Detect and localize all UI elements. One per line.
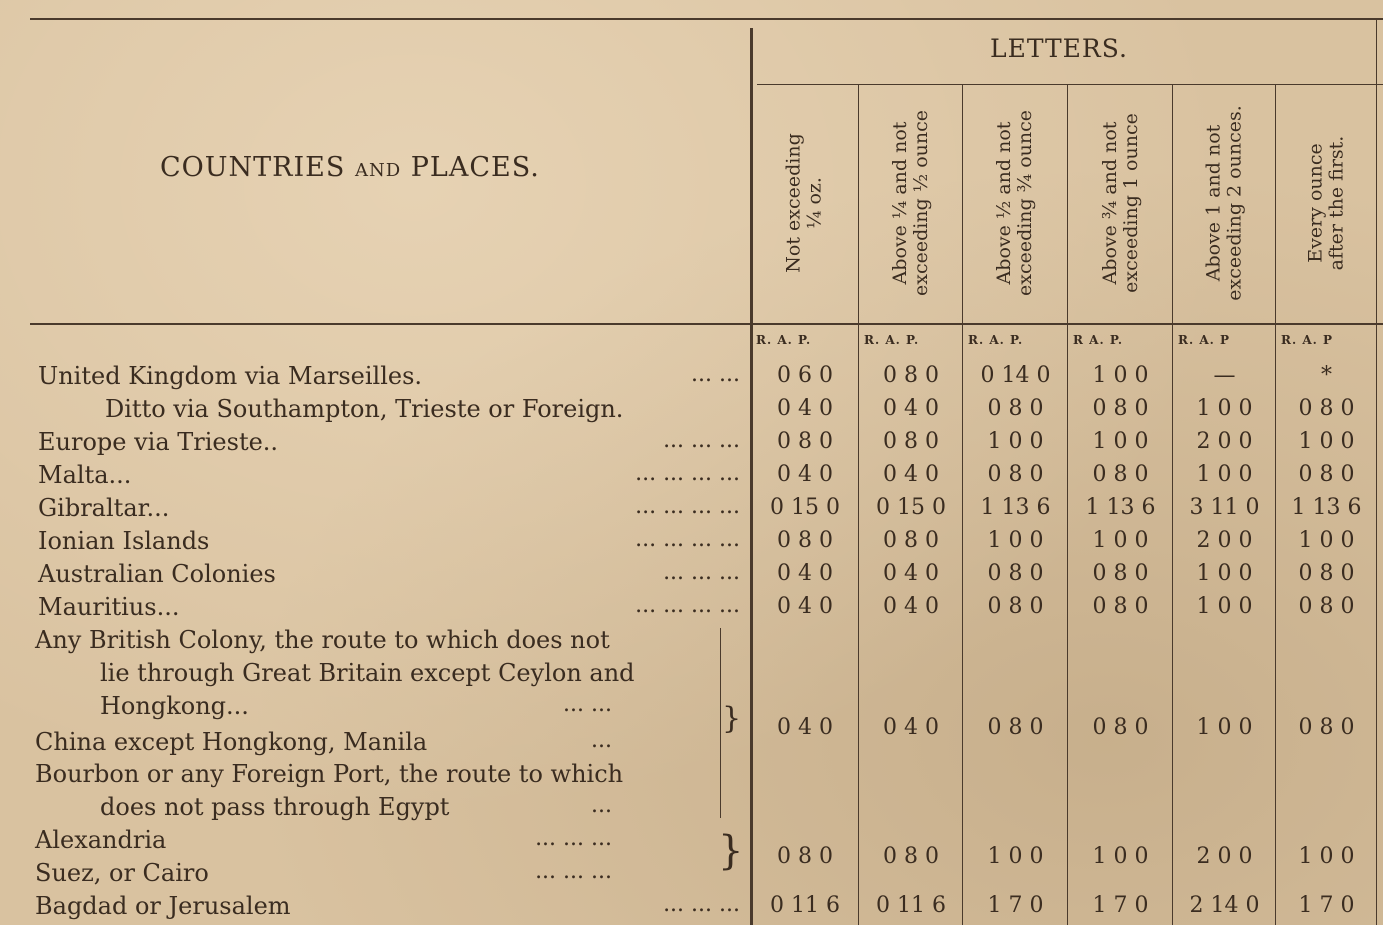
rate-value: 2 0 0 xyxy=(1196,844,1253,869)
rate-value: 1 0 0 xyxy=(987,528,1044,553)
rate-value: 0 8 0 xyxy=(1298,715,1355,740)
country-name: Bagdad or Jerusalem xyxy=(35,892,291,920)
leader-dots: ... ... ... ... xyxy=(635,527,740,552)
leader-dots: ... ... ... ... xyxy=(635,494,740,519)
rate-value: 1 0 0 xyxy=(1196,462,1253,487)
rate-value: 1 7 0 xyxy=(987,893,1044,918)
leader-dots: ... ... ... xyxy=(663,560,740,585)
country-name: Hongkong... xyxy=(100,692,249,720)
rate-value: 0 8 0 xyxy=(883,528,939,553)
country-name: Suez, or Cairo xyxy=(35,859,209,887)
column-header-line: Not exceeding xyxy=(783,132,805,273)
rate-value: 0 8 0 xyxy=(1092,715,1149,740)
rate-value: 0 15 0 xyxy=(876,495,946,520)
countries-heading xyxy=(160,152,540,183)
rate-value: 1 0 0 xyxy=(1092,429,1149,454)
leader-dots: ... xyxy=(591,793,612,818)
rate-value: 0 8 0 xyxy=(1092,462,1149,487)
rate-value: 0 4 0 xyxy=(777,462,833,487)
header-bottom-rule xyxy=(30,323,1383,325)
column-header-line: exceeding 2 ounces. xyxy=(1223,104,1246,301)
column-header-line: Above 1 and not xyxy=(1202,124,1225,281)
column-header xyxy=(964,85,1067,320)
leader-dots: ... ... ... ... xyxy=(635,593,740,618)
rate-value: 1 0 0 xyxy=(1298,528,1355,553)
rate-value: 0 8 0 xyxy=(987,715,1044,740)
col-divider-2 xyxy=(962,84,963,925)
col-divider-1 xyxy=(858,84,859,925)
leader-dots: ... ... ... xyxy=(535,859,612,884)
country-name: Alexandria xyxy=(35,826,167,854)
column-header-line: Above ½ and not xyxy=(993,121,1016,284)
rate-value: 0 8 0 xyxy=(1092,561,1149,586)
rate-value: 0 8 0 xyxy=(1298,462,1355,487)
rate-value: 1 0 0 xyxy=(1092,844,1149,869)
column-header-line: ¼ oz. xyxy=(804,176,826,229)
rate-value: 1 0 0 xyxy=(1092,363,1149,388)
rate-value: 1 0 0 xyxy=(1196,396,1253,421)
leader-dots: ... ... xyxy=(563,692,612,717)
rate-value: 1 13 6 xyxy=(1291,495,1362,520)
country-name: Ditto via Southampton, Trieste or Foreign. xyxy=(105,395,624,423)
column-header xyxy=(1069,85,1172,320)
places-word: PLACES. xyxy=(410,152,540,183)
column-header-line: exceeding 1 ounce xyxy=(1119,112,1142,293)
col-divider-5 xyxy=(1275,84,1276,925)
rate-value: 0 4 0 xyxy=(883,561,939,586)
country-name: Gibraltar... xyxy=(38,494,170,522)
leader-dots: ... ... xyxy=(691,362,740,387)
column-header xyxy=(1277,85,1376,320)
letters-heading: LETTERS. xyxy=(990,34,1128,63)
rate-value: 0 6 0 xyxy=(777,363,833,388)
col-divider-4 xyxy=(1172,84,1173,925)
rate-value: 0 8 0 xyxy=(987,594,1044,619)
rate-value: 0 4 0 xyxy=(883,396,939,421)
rate-value: 0 4 0 xyxy=(883,462,939,487)
col-divider-6 xyxy=(1376,18,1377,925)
column-header-line: Every ounce xyxy=(1304,142,1327,263)
rate-value: 1 0 0 xyxy=(1298,844,1355,869)
rate-value: 0 8 0 xyxy=(883,844,939,869)
rap-label: R. A. P xyxy=(1281,333,1334,347)
column-header-line: exceeding ½ ounce xyxy=(910,109,932,296)
rap-label: R. A. P. xyxy=(864,333,920,347)
rate-value: 2 14 0 xyxy=(1189,893,1260,918)
rate-value: 1 7 0 xyxy=(1092,893,1149,918)
country-name: Any British Colony, the route to which does not xyxy=(35,626,610,654)
column-header-line: Above ¾ and not xyxy=(1098,121,1121,284)
rate-value: 0 8 0 xyxy=(987,462,1044,487)
column-header-text xyxy=(995,109,1037,295)
country-name: Ionian Islands xyxy=(38,527,210,555)
countries-word: COUNTRIES xyxy=(160,152,346,183)
rate-value: 1 0 0 xyxy=(1092,528,1149,553)
rap-label: R. A. P xyxy=(1178,333,1231,347)
rate-value: 0 4 0 xyxy=(883,715,939,740)
rate-value: 1 0 0 xyxy=(1196,561,1253,586)
rate-value: 0 8 0 xyxy=(777,844,833,869)
rate-value: 0 14 0 xyxy=(980,363,1051,388)
col-divider-3 xyxy=(1067,84,1068,925)
rate-value: 1 13 6 xyxy=(1085,495,1156,520)
column-header-text xyxy=(1204,105,1246,300)
rate-value: 1 0 0 xyxy=(987,844,1044,869)
rate-value: 2 0 0 xyxy=(1196,528,1253,553)
rate-value: 0 11 6 xyxy=(876,893,946,918)
rate-value: 0 8 0 xyxy=(1092,396,1149,421)
rate-value: 0 8 0 xyxy=(1092,594,1149,619)
column-header xyxy=(1174,85,1275,320)
leader-dots: ... ... ... xyxy=(663,428,740,453)
column-header-line: Above ¼ and not xyxy=(889,121,911,284)
rate-value: 0 15 0 xyxy=(770,495,840,520)
rate-value: 0 4 0 xyxy=(777,715,833,740)
rate-value: 0 8 0 xyxy=(987,396,1044,421)
country-name: China except Hongkong, Manila xyxy=(35,728,428,756)
leader-dots: ... ... ... ... xyxy=(635,461,740,486)
rap-label: R. A. P. xyxy=(756,333,812,347)
rate-value: 1 0 0 xyxy=(1196,715,1253,740)
country-name: Australian Colonies xyxy=(38,560,276,588)
rate-value: 1 0 0 xyxy=(1196,594,1253,619)
country-name: lie through Great Britain except Ceylon and xyxy=(100,659,635,687)
column-header-text xyxy=(890,109,932,295)
group-brace: } xyxy=(718,828,744,874)
country-name: Mauritius... xyxy=(38,593,180,621)
rate-value: 1 0 0 xyxy=(1298,429,1355,454)
rate-value: 0 8 0 xyxy=(987,561,1044,586)
country-name: does not pass through Egypt xyxy=(100,793,450,821)
rate-value: 0 8 0 xyxy=(1298,594,1355,619)
top-rule xyxy=(30,18,1383,20)
rate-value: 0 8 0 xyxy=(1298,396,1355,421)
rate-value: 0 8 0 xyxy=(1298,561,1355,586)
rate-value: 0 11 6 xyxy=(770,893,840,918)
column-header-line: exceeding ¾ ounce xyxy=(1014,109,1037,296)
rate-value: 0 4 0 xyxy=(883,594,939,619)
group-brace xyxy=(720,628,721,818)
column-header-text xyxy=(1306,135,1348,270)
column-header-text xyxy=(784,133,826,272)
country-name: Europe via Trieste.. xyxy=(38,428,279,456)
country-name: United Kingdom via Marseilles. xyxy=(38,362,423,390)
column-header-line: after the first. xyxy=(1325,135,1348,270)
leader-dots: ... xyxy=(591,728,612,753)
rap-label: R. A. P. xyxy=(968,333,1024,347)
rate-value: 2 0 0 xyxy=(1196,429,1253,454)
rate-value: 0 8 0 xyxy=(777,528,833,553)
rate-value: 0 4 0 xyxy=(777,594,833,619)
rate-value: 1 13 6 xyxy=(980,495,1051,520)
rate-value: 1 7 0 xyxy=(1298,893,1355,918)
leader-dots: ... ... ... xyxy=(535,826,612,851)
column-header xyxy=(752,85,858,320)
and-word: AND xyxy=(354,160,402,181)
rate-value: 0 4 0 xyxy=(777,396,833,421)
rate-value: 3 11 0 xyxy=(1189,495,1260,520)
rate-value: 0 4 0 xyxy=(777,561,833,586)
rate-value: 1 0 0 xyxy=(987,429,1044,454)
rap-label: R A. P. xyxy=(1073,333,1124,347)
column-header-text xyxy=(1100,113,1142,293)
leader-dots: ... ... ... xyxy=(663,892,740,917)
rate-value: — xyxy=(1213,363,1236,388)
rate-value: 0 8 0 xyxy=(883,429,939,454)
country-name: Bourbon or any Foreign Port, the route to which xyxy=(35,760,624,788)
rate-value: 0 8 0 xyxy=(777,429,833,454)
group-brace-tip: { xyxy=(722,701,742,736)
country-name: Malta... xyxy=(38,461,132,489)
rate-value: * xyxy=(1321,363,1332,388)
column-header xyxy=(860,85,962,320)
rate-value: 0 8 0 xyxy=(883,363,939,388)
